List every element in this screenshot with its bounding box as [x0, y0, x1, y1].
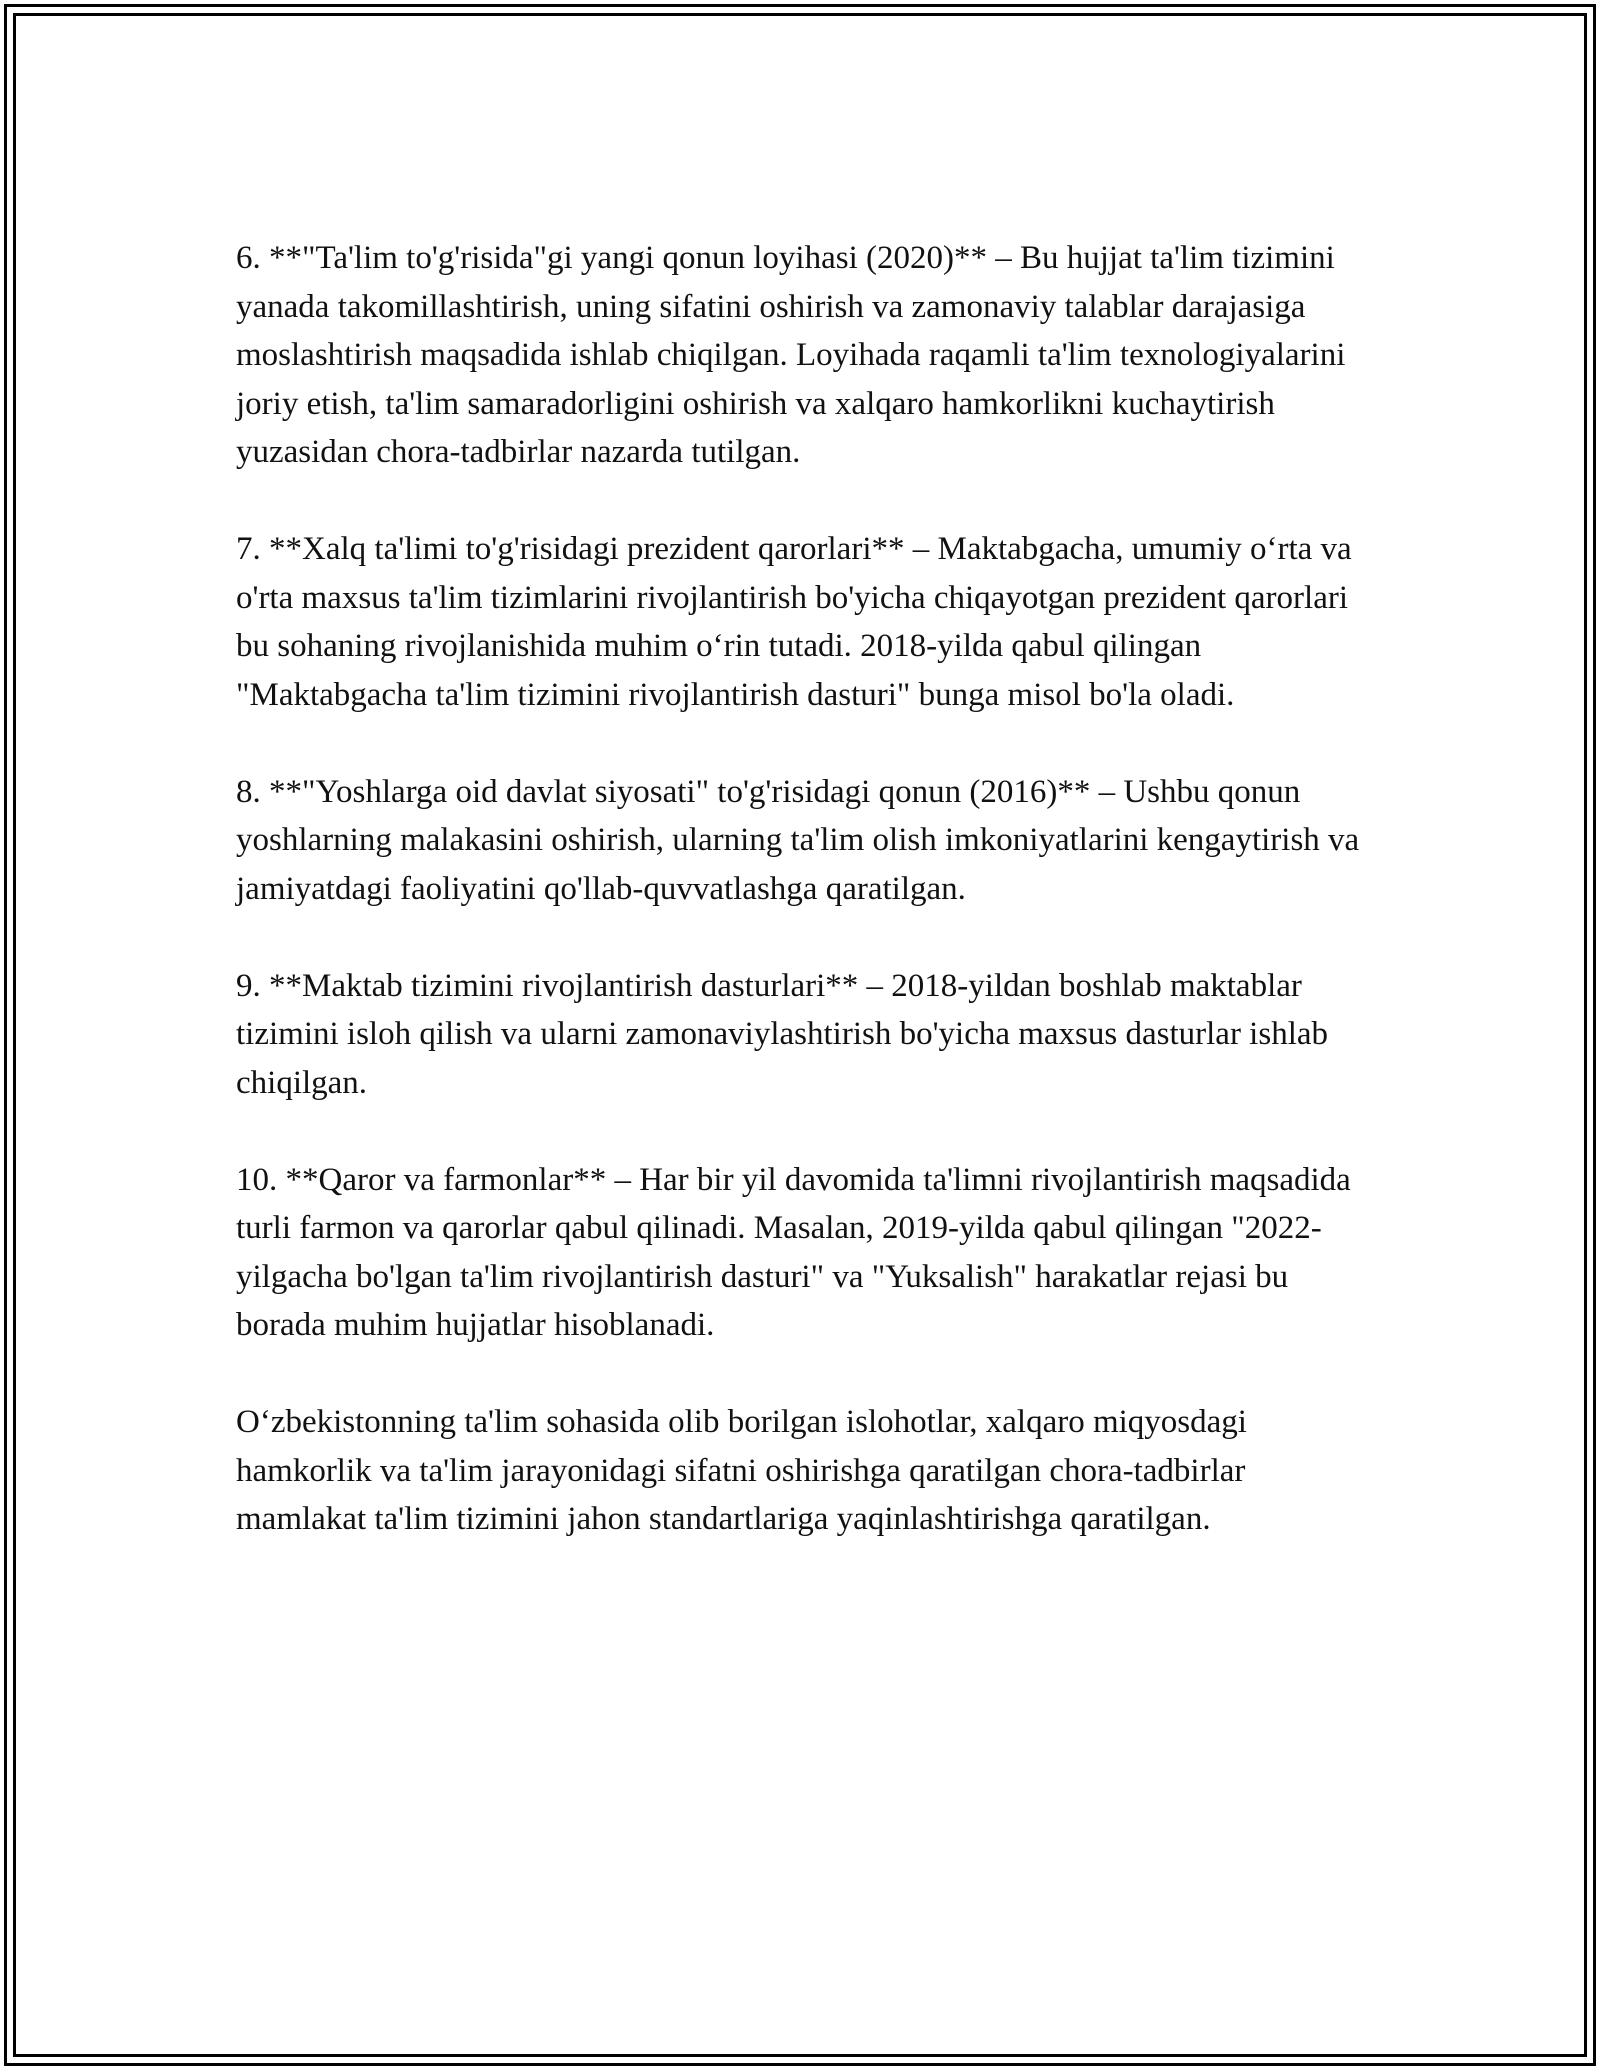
paragraph-item-7: 7. **Xalq ta'limi to'g'risidagi prezident qarorlari** – Maktabgacha, umumiy oʻrta va o'rta maxsus ta'lim tizimlarini rivojlantirish bo'yicha chiqayotgan prezident qarorlari bu sohaning rivojlanishida muhim oʻrin tutadi. 2018-yilda qabul qilingan "Maktabgacha ta'lim tizimini rivojlantirish dasturi" bunga misol bo'la oladi. — [236, 531, 1352, 713]
paragraph-item-6: 6. **"Ta'lim to'g'risida"gi yangi qonun loyihasi (2020)** – Bu hujjat ta'lim tizimini yanada takomillashtirish, uning sifatini oshirish va zamonaviy talablar darajasiga moslashtirish maqsadida ishlab chiqilgan. Loyihada raqamli ta'lim texnologiyalarini joriy etish, ta'lim samaradorligini oshirish va xalqaro hamkorlikni kuchaytirish yuzasidan chora-tadbirlar nazarda tutilgan. — [236, 240, 1346, 470]
paragraph-item-9: 9. **Maktab tizimini rivojlantirish dasturlari** – 2018-yildan boshlab maktablar tizimini isloh qilish va ularni zamonaviylashtirish bo'yicha maxsus dasturlar ishlab chiqilgan. — [236, 967, 1329, 1101]
paragraph-item-10: 10. **Qaror va farmonlar** – Har bir yil davomida ta'limni rivojlantirish maqsadida turli farmon va qarorlar qabul qilinadi. Masalan, 2019-yilda qabul qilingan "2022-yilgacha bo'lgan ta'lim rivojlantirish dasturi" va "Yuksalish" harakatlar rejasi bu borada muhim hujjatlar hisoblanadi. — [236, 1161, 1351, 1343]
paragraph-item-8: 8. **"Yoshlarga oid davlat siyosati" to'g'risidagi qonun (2016)** – Ushbu qonun yoshlarning malakasini oshirish, ularning ta'lim olish imkoniyatlarini kengaytirish va jamiyatdagi faoliyatini qo'llab-quvvatlashga qaratilgan. — [236, 773, 1360, 907]
document-body — [236, 234, 1376, 1592]
paragraph-conclusion: Oʻzbekistonning ta'lim sohasida olib borilgan islohotlar, xalqaro miqyosdagi hamkorlik va ta'lim jarayonidagi sifatni oshirishga qaratilgan chora-tadbirlar mamlakat ta'lim tizimini jahon standartlariga yaqinlashtirishga qaratilgan. — [236, 1404, 1247, 1537]
